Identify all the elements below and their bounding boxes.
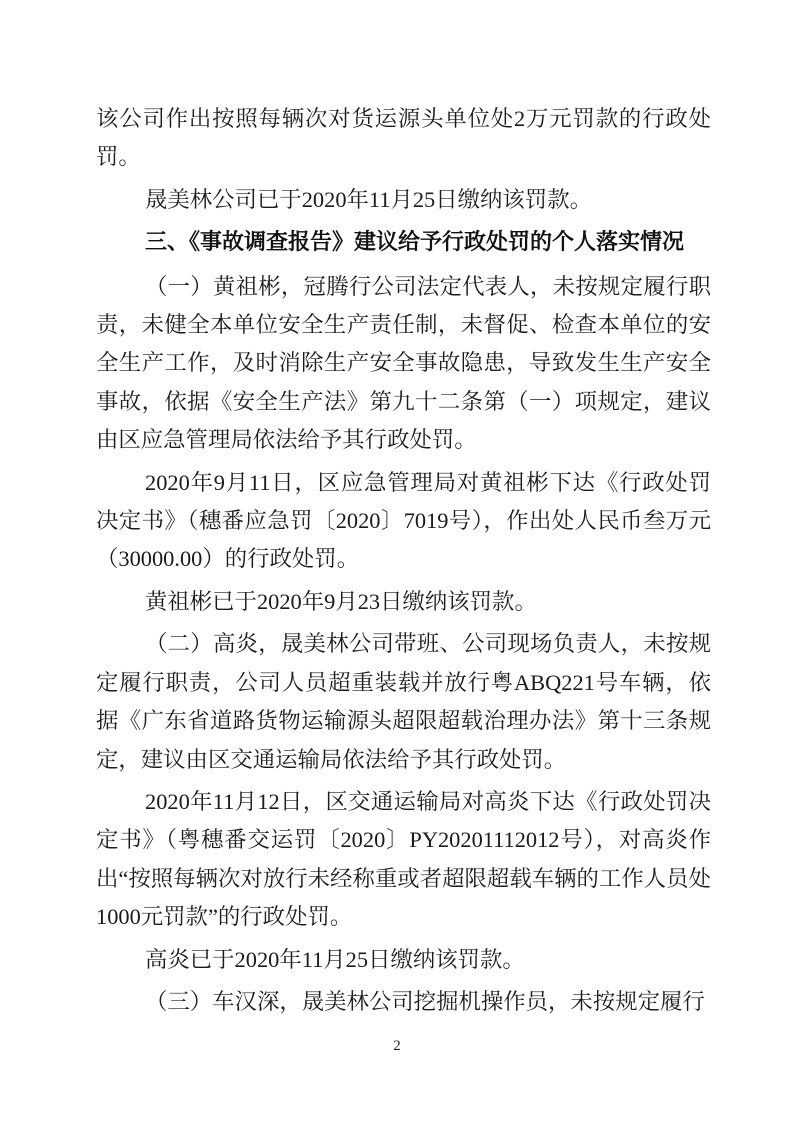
paragraph-continuation: 该公司作出按照每辆次对货运源头单位处2万元罚款的行政处罚。 bbox=[96, 106, 711, 170]
paragraph-payment-person-1: 黄祖彬已于2020年9月23日缴纳该罚款。 bbox=[145, 588, 537, 614]
section-heading: 三、《事故调查报告》建议给予行政处罚的个人落实情况 bbox=[145, 229, 685, 255]
paragraph-payment-person-2: 高炎已于2020年11月25日缴纳该罚款。 bbox=[145, 946, 525, 972]
text-body bbox=[96, 100, 711, 1025]
paragraph-person-1: （一）黄祖彬，冠腾行公司法定代表人，未按规定履行职责，未健全本单位安全生产责任制，未督促、检查本单位的安全生产工作，及时消除生产安全事故隐患，导致发生生产安全事故，依据《安全生产法》第九十二条第（一）项规定，建议由区应急管理局依法给予其行政处罚。 bbox=[96, 273, 711, 453]
paragraph-person-2: （二）高炎，晟美林公司带班、公司现场负责人，未按规定履行职责，公司人员超重装载并放行粤ABQ221号车辆，依据《广东省道路货物运输源头超限超载治理办法》第十三条规定，建议由区交通运输局依法给予其行政处罚。 bbox=[96, 631, 711, 772]
page-number: 2 bbox=[393, 1038, 401, 1054]
paragraph-penalty-decision-1: 2020年9月11日，区应急管理局对黄祖彬下达《行政处罚决定书》（穗番应急罚〔2020〕7019号），作出处人民币叁万元（30000.00）的行政处罚。 bbox=[96, 469, 711, 572]
paragraph-person-3: （三）车汉深，晟美林公司挖掘机操作员，未按规定履行 bbox=[145, 988, 705, 1014]
page-footer bbox=[0, 1036, 794, 1056]
paragraph-payment-company: 晟美林公司已于2020年11月25日缴纳该罚款。 bbox=[145, 186, 592, 212]
paragraph-penalty-decision-2: 2020年11月12日，区交通运输局对高炎下达《行政处罚决定书》（粤穗番交运罚〔2020〕PY20201112012号），对高炎作出“按照每辆次对放行未经称重或者超限超载车辆的工作人员处1000元罚款”的行政处罚。 bbox=[96, 788, 711, 930]
